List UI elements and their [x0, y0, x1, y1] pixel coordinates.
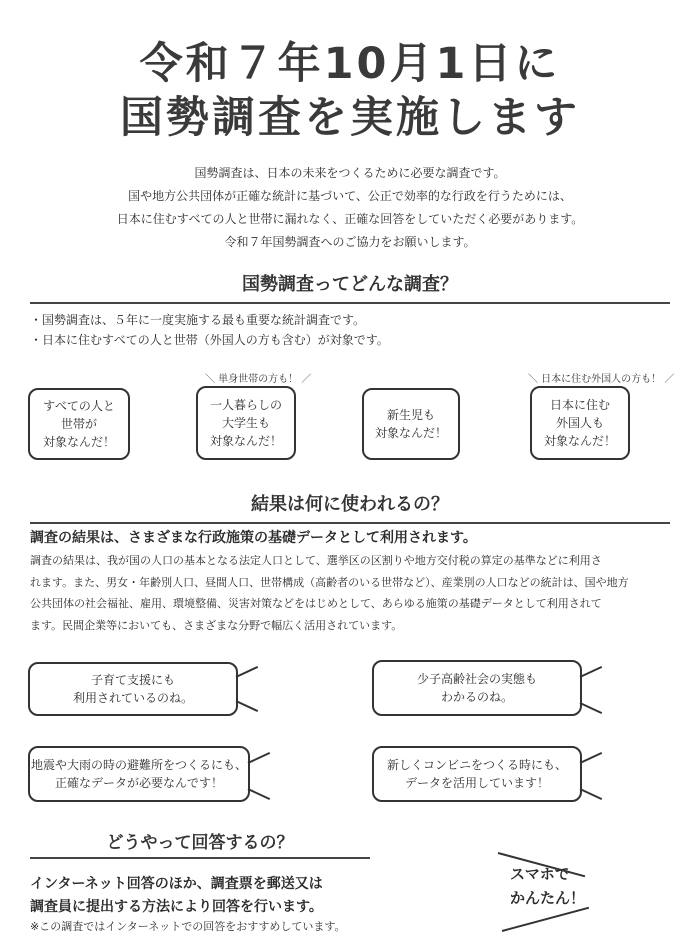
- speech-bubble-student: 一人暮らしの 大学生も 対象なんだ！: [196, 386, 296, 460]
- bubble-tail: [248, 752, 271, 764]
- speech-bubble-evacuation: 地震や大雨の時の避難所をつくるにも、 正確なデータが必要なんです！: [28, 746, 250, 802]
- bubble-tail: [580, 702, 603, 714]
- tag-single-household: ＼ 単身世帯の方も！ ／: [205, 374, 312, 385]
- section-heading-how-to-answer: どうやって回答するの？: [30, 828, 370, 859]
- body-line: 公共団体の社会福祉、雇用、環境整備、災害対策などをはじめとして、あらゆる施策の基礎データとして利用されて: [30, 597, 602, 610]
- speech-bubble-childcare: 子育て支援にも 利用されているのね。: [28, 662, 238, 716]
- title-line-2: 国勢調査を実施します: [120, 93, 580, 143]
- intro-line: 日本に住むすべての人と世帯に漏れなく、正確な回答をしていただく必要があります。: [116, 212, 584, 226]
- results-lead: 調査の結果は、さまざまな行政施策の基礎データとして利用されます。: [30, 530, 477, 546]
- intro-text: [0, 162, 700, 254]
- intro-line: 国勢調査は、日本の未来をつくるために必要な調査です。: [194, 166, 506, 180]
- tag-foreign-residents: ＼ 日本に住む外国人の方も！ ／: [528, 374, 675, 385]
- speech-bubble-everyone: すべての人と 世帯が 対象なんだ！: [28, 388, 130, 460]
- bubble-tail: [236, 666, 259, 678]
- bubble-tail: [580, 752, 603, 764]
- bubble-tail: [236, 700, 259, 712]
- results-body: [30, 550, 680, 636]
- answer-method-line: インターネット回答のほか、調査票を郵送又は: [30, 876, 323, 892]
- smartphone-easy-callout: スマホで かんたん！: [510, 865, 586, 907]
- bullet-item: ・国勢調査は、５年に一度実施する最も重要な統計調査です。: [30, 313, 366, 327]
- title-line-1: 令和７年10月1日に: [139, 39, 561, 89]
- speech-bubble-newborn: 新生児も 対象なんだ！: [362, 388, 460, 460]
- section-heading-results: 結果は何に使われるの？: [30, 490, 670, 524]
- body-line: ます。民間企業等においても、さまざまな分野で幅広く活用されています。: [30, 618, 403, 632]
- section-heading-survey: 国勢調査ってどんな調査？: [30, 270, 670, 304]
- bullet-item: ・日本に住むすべての人と世帯（外国人の方も含む）が対象です。: [30, 333, 389, 347]
- speech-bubble-foreigner: 日本に住む 外国人も 対象なんだ！: [530, 386, 630, 460]
- bubble-tail: [580, 788, 603, 800]
- speech-bubble-convenience-store: 新しくコンビニをつくる時にも、 データを活用しています！: [372, 746, 582, 802]
- body-line: れます。また、男女・年齢別人口、昼間人口、世帯構成（高齢者のいる世帯など）、産業別の人口などの統計は、国や地方: [30, 575, 629, 589]
- bubble-tail: [248, 788, 271, 800]
- internet-recommendation-note: ※この調査ではインターネットでの回答をおすすめしています。: [30, 920, 346, 933]
- intro-line: 国や地方公共団体が正確な統計に基づいて、公正で効率的な行政を行うためには、: [128, 189, 572, 203]
- answer-method-line: 調査員に提出する方法により回答を行います。: [30, 899, 323, 915]
- callout-line: [502, 907, 589, 932]
- body-line: 調査の結果は、我が国の人口の基本となる法定人口として、選挙区の区割りや地方交付税の算定の基準などに利用さ: [30, 554, 602, 567]
- bubble-tail: [580, 666, 603, 678]
- intro-line: 令和７年国勢調査へのご協力をお願いします。: [224, 235, 476, 249]
- speech-bubble-aging-society: 少子高齢社会の実態も わかるのね。: [372, 660, 582, 716]
